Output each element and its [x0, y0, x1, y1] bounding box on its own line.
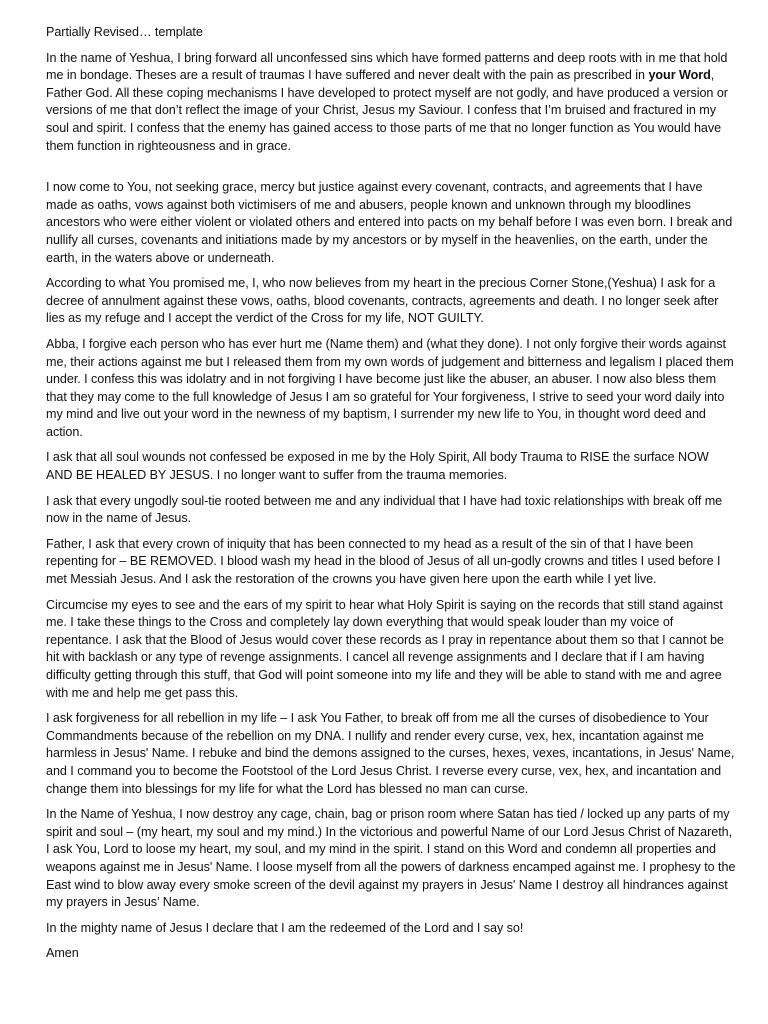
paragraph-1-text-end: , Father God. All these coping mechanisms I have developed to protect myself are not godly, and have produced a version or versions of me that don’t reflect the image of your Christ, Jesus my Saviour. I confess that I’m bruised and fractured in my soul and spirit. I confess that the enemy has gained access to those parts of me that no longer function as You would have them function in righteousness and in grace.: [46, 68, 728, 153]
paragraph-5: I ask that all soul wounds not confessed be exposed in me by the Holy Spirit, All body Trauma to RISE the surface NOW AND BE HEALED BY JESUS. I no longer want to suffer from the trauma memories.: [46, 450, 709, 483]
paragraph-2: I now come to You, not seeking grace, mercy but justice against every covenant, contracts, and agreements that I have made as oaths, vows against both victimisers of me and abusers, people known and unknown through my bloodlines ancestors who were either violent or violated others and entered into pacts on my behalf before I was even born. I break and nullify all curses, covenants and initiations made by my ancestors or by myself in the heavenlies, on the earth, under the earth, in the waters above or underneath.: [46, 180, 733, 265]
paragraph-4: Abba, I forgive each person who has ever hurt me (Name them) and (what they done). I not only forgive their words against me, their actions against me but I released them from my own words of judgement and bitterness and legalism I placed them under. I confess this was idolatry and in not forgiving I have become just like the abuser, an abuser. I now also bless them that they may come to the full knowledge of Jesus I am so grateful for Your forgiveness, I strive to seed your word daily into my mind and live out your word in the newness of my baptism, I surrender my new life to You, in thought word deed and action.: [46, 336, 734, 439]
paragraph-1: [46, 50, 736, 156]
document-title: Partially Revised… template: [46, 25, 203, 39]
closing-amen: Amen: [46, 946, 79, 961]
paragraph-8: Circumcise my eyes to see and the ears of my spirit to hear what Holy Spirit is saying on the records that still stand against me. I take these things to the Cross and completely lay down everything that would speak louder than my voice of repentance. I ask that the Blood of Jesus would cover these records as I pray in repentance about them so that I cannot be hit with backlash or any type of revenge assignments. I cancel all revenge assignments and I declare that if I am having difficulty getting through this stuff, that God will point someone into my life and they will be able to stand with me and agree with me and help me get pass this.: [46, 597, 724, 700]
paragraph-1-bold-text: your Word: [648, 68, 711, 83]
paragraph-10: In the Name of Yeshua, I now destroy any cage, chain, bag or prison room where Satan has tied / locked up any parts of my spirit and soul – (my heart, my soul and my mind.) In the victorious and powerful Name of our Lord Jesus Christ of Nazareth, I ask You, Lord to loose my heart, my soul, and my mind in the spirit. I stand on this Word and condemn all properties and weapons against me in Jesus' Name. I loose myself from all the powers of darkness encamped against me. I prophesy to the East wind to blow away every smoke screen of the devil against my prayers in Jesus' Name I destroy all hindrances against my prayers in Jesus’ Name.: [46, 807, 736, 910]
paragraph-3: According to what You promised me, I, who now believes from my heart in the precious Corner Stone,(Yeshua) I ask for a decree of annulment against these vows, oaths, blood covenants, contracts, agreements and death. I no longer seek after lies as my refuge and I accept the verdict of the Cross for my life, NOT GUILTY.: [46, 276, 719, 326]
paragraph-6: I ask that every ungodly soul-tie rooted between me and any individual that I have had toxic relationships with break off me now in the name of Jesus.: [46, 493, 723, 526]
paragraph-1-text-start: In the name of Yeshua, I bring forward all unconfessed sins which have formed patterns and deep roots with in me that hold me in bondage. Theses are a result of traumas I have suffered and never dealt with the pain as prescribed in: [46, 50, 728, 83]
paragraph-11: In the mighty name of Jesus I declare that I am the redeemed of the Lord and I say so!: [46, 920, 524, 935]
paragraph-9: I ask forgiveness for all rebellion in my life – I ask You Father, to break off from me all the curses of disobedience to Your Commandments because of the rebellion on my DNA. I nullify and render every curse, vex, hex, incantation against me harmless in Jesus' Name. I rebuke and bind the demons assigned to the curses, hexes, vexes, incantations, in Jesus' Name, and I command you to become the Footstool of the Lord Jesus Christ. I reverse every curse, vex, hex, and incantation and change them into blessings for my life for what the Lord has blessed no man can curse.: [46, 711, 735, 796]
document-page: [46, 24, 736, 971]
paragraph-7: Father, I ask that every crown of iniquity that has been connected to my head as a result of the sin of that I have been repenting for – BE REMOVED. I blood wash my head in the blood of Jesus of all un-godly crowns and titles I used before I met Messiah Jesus. And I ask the restoration of the crowns you have given here upon the earth while I yet live.: [46, 536, 721, 587]
